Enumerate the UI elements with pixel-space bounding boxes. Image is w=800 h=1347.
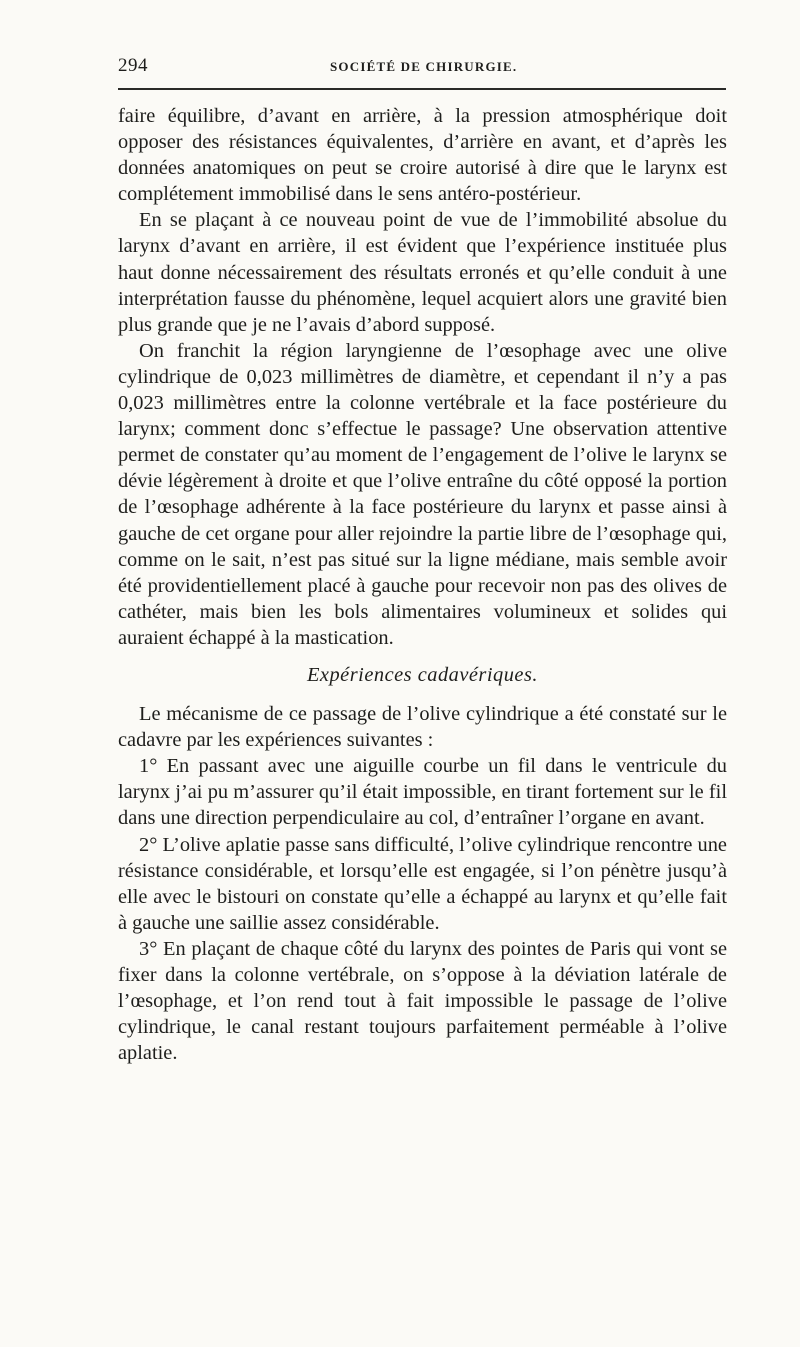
paragraph-experience-1: 1° En passant avec une aiguille courbe un fil dans le ventricule du larynx j’ai pu m’assurer qu’il était impossible, en tirant fortement sur le fil dans une direction perpendiculaire au col, d’entraîner l’organe en avant. [118, 755, 727, 830]
section-heading: Expériences cadavériques. [306, 663, 539, 686]
paragraph-experience-2: 2° L’olive aplatie passe sans difficulté, l’olive cylindrique rencontre une résistance considérable, et lorsqu’elle est engagée, si l’on pénètre jusqu’à elle avec le bistouri on constate qu’elle a échappé au larynx et qu’elle fait à gauche une saillie assez considérable. [118, 833, 727, 934]
page-header [118, 55, 726, 79]
paragraph-continuation: faire équilibre, d’avant en arrière, à la pression atmosphérique doit opposer des résistances équivalentes, d’arrière en avant, et d’après les données anatomiques on peut se croire autorisé à dire que le larynx est complétement immobilisé dans le sens antéro-postérieur. [118, 105, 727, 206]
header-rule [118, 88, 726, 90]
paragraph-mecanisme: Le mécanisme de ce passage de l’olive cylindrique a été constaté sur le cadavre par les expériences suivantes : [118, 703, 727, 752]
running-title: SOCIÉTÉ DE CHIRURGIE. [330, 59, 518, 74]
paragraph-experience-3: 3° En plaçant de chaque côté du larynx des pointes de Paris qui vont se fixer dans la colonne vertébrale, on s’oppose à la déviation latérale de l’œsophage, et l’on rend tout à fait impossible le passage de l’olive cylindrique, le canal restant toujours parfaitement perméable à l’olive aplatie. [118, 937, 727, 1065]
paragraph-immobilite: En se plaçant à ce nouveau point de vue de l’immobilité absolue du larynx d’avant en arrière, il est évident que l’expérience instituée plus haut donne nécessairement des résultats erronés et qu’elle conduit à une interprétation fausse du phénomène, lequel acquiert alors une gravité bien plus grande que je ne l’avais d’abord supposé. [118, 209, 727, 336]
paragraph-olive-cylindrique: On franchit la région laryngienne de l’œsophage avec une olive cylindrique de 0,023 millimètres de diamètre, et cependant il n’y a pas 0,023 millimètres entre la colonne vertébrale et la face postérieure du larynx; comment donc s’effectue le passage? Une observation attentive permet de constater qu’au moment de l’engagement de l’olive le larynx se dévie légèrement à droite et que l’olive entraîne du côté opposé la portion de l’œsophage adhérente à la face postérieure du larynx et passe ainsi à gauche de cet organe pour aller rejoindre la partie libre de l’œsophage qui, comme on le sait, n’est pas situé sur la ligne médiane, mais semble avoir été providentiellement placé à gauche pour recevoir non pas des olives de cathéter, mais bien les bols alimentaires volumineux et solides qui auraient échappé à la mastication. [118, 339, 727, 649]
body-text [118, 103, 727, 1066]
page-number: 294 [118, 55, 148, 76]
